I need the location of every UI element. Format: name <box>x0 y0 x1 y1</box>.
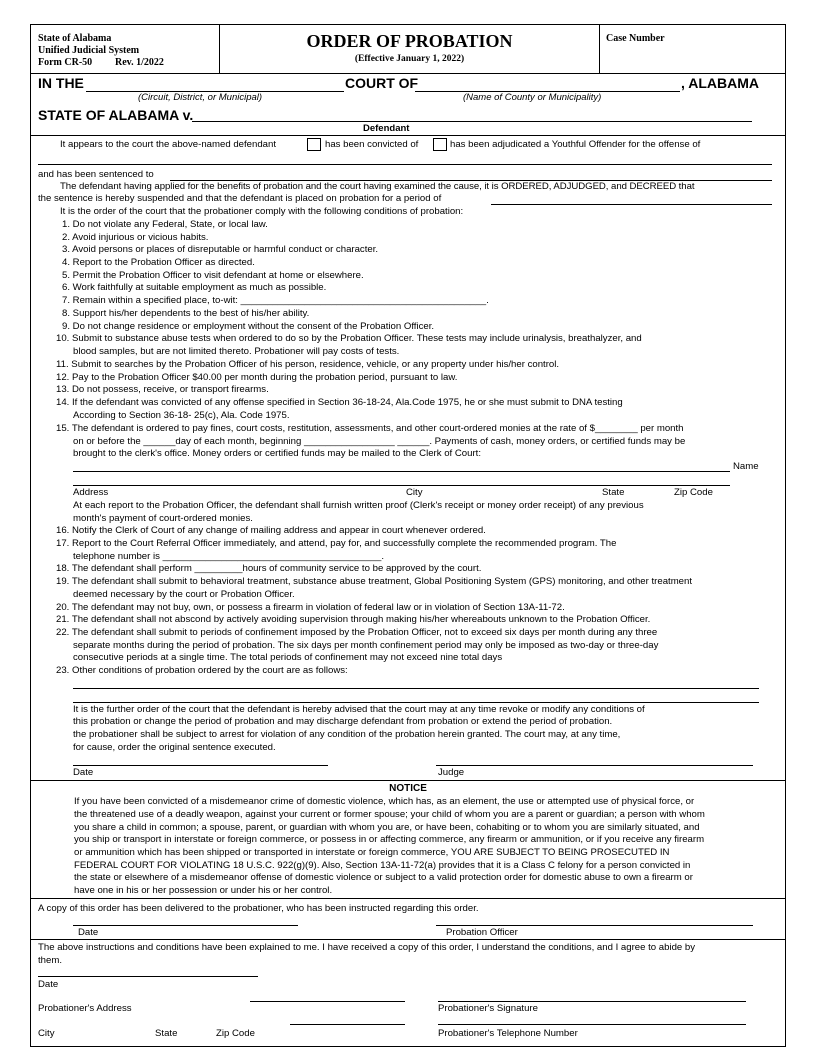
probation-period-field[interactable] <box>491 204 772 205</box>
youthful-offender-checkbox[interactable] <box>433 138 447 151</box>
condition-23: 23. Other conditions of probation ordered by the court are as follows: <box>56 665 348 676</box>
further-4: for cause, order the original sentence executed. <box>73 742 276 753</box>
intro-youthful: has been adjudicated a Youthful Offender for the offense of <box>450 139 701 150</box>
probationer-zip-label: Zip Code <box>216 1028 255 1039</box>
condition-9: 9. Do not change residence or employment without the consent of the Probation Officer. <box>62 321 435 332</box>
clerk-address-field[interactable] <box>73 485 730 486</box>
ack-line-1: The above instructions and conditions have been explained to me. I have received a copy of this order, I understand the conditions, and I agree to abide by <box>38 942 696 953</box>
condition-14a: 14. If the defendant was convicted of any offense specified in Section 36-18-24, Ala.Code 1975, he or she must submit to DNA testing <box>56 397 623 408</box>
ack-date-label: Date <box>38 979 59 990</box>
defendant-field[interactable] <box>192 121 752 122</box>
condition-1: 1. Do not violate any Federal, State, or local law. <box>62 219 268 230</box>
system-label: Unified Judicial System <box>38 45 140 56</box>
ack-line-2: them. <box>38 955 62 966</box>
clerk-name-field[interactable] <box>73 471 730 472</box>
condition-11: 11. Submit to searches by the Probation Officer of his person, residence, vehicle, or any property under his/her control. <box>56 359 560 370</box>
condition-6: 6. Work faithfully at suitable employment as much as possible. <box>62 282 327 293</box>
probationer-address-field[interactable] <box>250 1001 405 1002</box>
condition-5: 5. Permit the Probation Officer to visit defendant at home or elsewhere. <box>62 270 364 281</box>
probationer-phone-field[interactable] <box>438 1024 746 1025</box>
condition-17a: 17. Report to the Court Referral Officer immediately, and attend, pay for, and successfully complete the recommended program. The <box>56 538 617 549</box>
condition-18: 18. The defendant shall perform _________hours of community service to be approved by the court. <box>56 563 482 574</box>
probation-officer-field[interactable] <box>436 925 753 926</box>
intro-applied-2: the sentence is hereby suspended and that the defendant is placed on probation for a period of <box>38 193 442 204</box>
intro-applied-1: The defendant having applied for the benefits of probation and the court having examined the cause, it is ORDERED, ADJUDGED, and DECREED that <box>60 181 695 192</box>
notice-line-4: you ship or transport in interstate or foreign commerce, or possess in or affecting commerce, any firearm or ammunition, or if you receive any firearm <box>74 834 705 845</box>
notice-line-3: you share a child in common; a spouse, parent, or guardian with whom you are, or have been, cohabiting or to whom you are similarly situated, and <box>74 822 700 833</box>
header-bottom-rule <box>30 73 786 74</box>
condition-15c: brought to the clerk's office. Money orders or certified funds may be mailed to the Clerk of Court: <box>73 448 481 459</box>
notice-line-2: the threatened use of a deadly weapon, against your current or former spouse; your child of whom you are a parent or guardian; a person with whom <box>74 809 705 820</box>
intro-sentenced: and has been sentenced to <box>38 169 154 180</box>
condition-4: 4. Report to the Probation Officer as directed. <box>62 257 255 268</box>
further-3: the probationer shall be subject to arrest for violation of any condition of the probation herein granted. The court may, at any time, <box>73 729 621 740</box>
further-2: this probation or change the period of probation and may discharge defendant from probation or extend the period of probation. <box>73 716 613 727</box>
order-date-label: Date <box>73 767 94 778</box>
page-title: ORDER OF PROBATION <box>306 31 513 51</box>
further-1: It is the further order of the court that the defendant is hereby advised that the court may at any time revoke or modify any conditions of <box>73 704 645 715</box>
header-divider-right <box>599 24 600 73</box>
condition-2: 2. Avoid injurious or vicious habits. <box>62 232 209 243</box>
case-number-field[interactable] <box>606 48 776 70</box>
county-hint: (Name of County or Municipality) <box>463 92 602 103</box>
ack-date-field[interactable] <box>38 976 258 977</box>
delivery-top-rule <box>30 898 786 899</box>
delivery-date-label: Date <box>78 927 99 938</box>
intro-appears: It appears to the court the above-named defendant <box>60 139 277 150</box>
condition-15a: 15. The defendant is ordered to pay fines, court costs, restitution, assessments, and other court-ordered monies at the rate of $________ per month <box>56 423 684 434</box>
defendant-label: Defendant <box>363 123 410 134</box>
condition-22b: separate months during the period of probation. The six days per month confinement period may only be imposed as two-day or three-day <box>73 640 659 651</box>
in-the-label: IN THE <box>38 75 84 91</box>
probationer-phone-label: Probationer's Telephone Number <box>438 1028 578 1039</box>
alabama-label: , ALABAMA <box>681 75 760 91</box>
condition-19a: 19. The defendant shall submit to behavioral treatment, substance abuse treatment, Global Positioning System (GPS) monitoring, and other treatment <box>56 576 693 587</box>
clerk-zip-label: Zip Code <box>674 487 713 498</box>
court-section-rule <box>30 135 786 136</box>
condition-21: 21. The defendant shall not abscond by actively avoiding supervision through making his/her whereabouts unknown to the Probation Officer. <box>56 614 651 625</box>
court-of-label: COURT OF <box>345 75 419 91</box>
notice-top-rule <box>30 780 786 781</box>
probationer-address-label: Probationer's Address <box>38 1003 132 1014</box>
condition-20: 20. The defendant may not buy, own, or possess a firearm in violation of federal law or in violation of Section 13A-11-72. <box>56 602 565 613</box>
condition-22a: 22. The defendant shall submit to periods of confinement imposed by the Probation Officer, not to exceed six days per month during any three <box>56 627 658 638</box>
condition-3: 3. Avoid persons or places of disreputable or harmful conduct or character. <box>62 244 379 255</box>
notice-line-5: or ammunition which has been shipped or transported in interstate or foreign commerce, YOU ARE SUBJECT TO BEING PROSECUTED IN <box>74 847 670 858</box>
offense-field[interactable] <box>38 164 772 165</box>
intro-order-comply: It is the order of the court that the probationer comply with the following conditions of probation: <box>60 206 464 217</box>
condition-22c: consecutive periods at a single time. The total periods of confinement may not exceed nine total days <box>73 652 503 663</box>
condition-7: 7. Remain within a specified place, to-wit: ______________________________________________. <box>62 295 489 306</box>
form-number: Form CR-50 <box>38 57 93 68</box>
notice-line-8: have one in his or her possession or under his or her control. <box>74 885 333 896</box>
condition-10b: blood samples, but are not limited thereto. Probationer will pay costs of tests. <box>73 346 400 357</box>
probation-officer-label: Probation Officer <box>446 927 518 938</box>
ack-top-rule <box>30 939 786 940</box>
condition-8: 8. Support his/her dependents to the best of his/her ability. <box>62 308 310 319</box>
condition-17b: telephone number is _________________________________________. <box>73 551 385 562</box>
probationer-city-label: City <box>38 1028 55 1039</box>
condition-10a: 10. Submit to substance abuse tests when ordered to do so by the Probation Officer. These tests may include urinalysis, breathalyzer, and <box>56 333 642 344</box>
notice-line-7: the state or elsewhere of a misdemeanor offense of domestic violence or subject to a valid protection order for domestic abuse to own a firearm or <box>74 872 693 883</box>
clerk-name-label: Name <box>733 461 759 472</box>
condition-13: 13. Do not possess, receive, or transport firearms. <box>56 384 269 395</box>
order-date-field[interactable] <box>73 765 328 766</box>
notice-line-6: FEDERAL COURT FOR VIOLATING 18 U.S.C. 922(g)(9). Also, Section 13A-11-72(a) provides that it is a Class C felony for a person convicted in <box>74 860 691 871</box>
notice-title: NOTICE <box>389 783 427 794</box>
condition-15d: At each report to the Probation Officer, the defendant shall furnish written proof (Clerk's receipt or money order receipt) of any previous <box>73 500 644 511</box>
probationer-state-label: State <box>155 1028 178 1039</box>
effective-date: (Effective January 1, 2022) <box>354 54 465 64</box>
condition-15b: on or before the ______day of each month, beginning _________________ ______. Payments of cash, money orders, or certified funds may be <box>73 436 686 447</box>
notice-line-1: If you have been convicted of a misdemeanor crime of domestic violence, which has, as an element, the use or attempted use of physical force, or <box>74 796 695 807</box>
condition-15e: month's payment of court-ordered monies. <box>73 513 253 524</box>
probationer-signature-field[interactable] <box>438 1001 746 1002</box>
case-number-label: Case Number <box>606 33 665 44</box>
other-conditions-field-1[interactable] <box>73 688 759 689</box>
probationer-signature-label: Probationer's Signature <box>438 1003 538 1014</box>
convicted-checkbox[interactable] <box>307 138 321 151</box>
judge-signature-field[interactable] <box>436 765 753 766</box>
condition-19b: deemed necessary by the court or Probation Officer. <box>73 589 295 600</box>
clerk-state-label: State <box>602 487 625 498</box>
condition-14b: According to Section 36-18- 25(c), Ala. Code 1975. <box>73 410 290 421</box>
form-revision: Rev. 1/2022 <box>115 57 164 68</box>
court-type-hint: (Circuit, District, or Municipal) <box>138 92 263 103</box>
state-v-label: STATE OF ALABAMA v. <box>38 107 194 123</box>
probationer-city-field[interactable] <box>290 1024 405 1025</box>
delivery-date-field[interactable] <box>73 925 298 926</box>
condition-16: 16. Notify the Clerk of Court of any change of mailing address and appear in court whenever ordered. <box>56 525 486 536</box>
judge-label: Judge <box>438 767 465 778</box>
clerk-address-label: Address <box>73 487 109 498</box>
state-label: State of Alabama <box>38 33 112 44</box>
other-conditions-field-2[interactable] <box>73 702 759 703</box>
condition-12: 12. Pay to the Probation Officer $40.00 per month during the probation period, pursuant to law. <box>56 372 458 383</box>
delivery-text: A copy of this order has been delivered to the probationer, who has been instructed regarding this order. <box>38 903 479 914</box>
intro-convicted: has been convicted of <box>325 139 419 150</box>
clerk-city-label: City <box>406 487 423 498</box>
